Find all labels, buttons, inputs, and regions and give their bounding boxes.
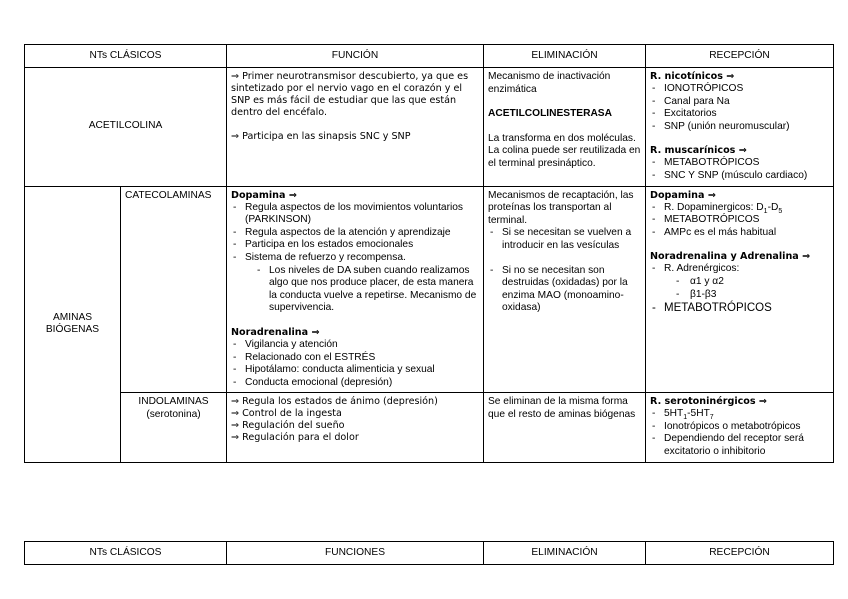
catecolaminas-eliminacion	[484, 186, 646, 393]
indolaminas-name	[121, 393, 227, 462]
list-item: - IONOTRÓPICOS	[650, 83, 829, 96]
list-item: - Canal para Na	[650, 96, 829, 109]
list-item: - Relacionado con el ESTRÉS	[231, 352, 479, 365]
list-item: - Vigilancia y atención	[231, 339, 479, 352]
row-acetilcolina	[25, 68, 834, 187]
list-item: - METABOTRÓPICOS	[650, 157, 829, 170]
acetilcolina-elim-enzyme: ACETILCOLINESTERASA	[488, 108, 612, 120]
second-table-header	[24, 541, 834, 565]
indolaminas-funcion-4: ⇒ Regulación para el dolor	[231, 432, 359, 444]
list-item: - Regula aspectos de los movimientos voluntarios (PARKINSON)	[231, 202, 479, 227]
list-item: - METABOTRÓPICOS	[650, 301, 829, 315]
list-item: - Si no se necesitan son destruidas (oxidadas) por la enzima MAO (monoamino-oxidasa)	[488, 265, 641, 315]
indolaminas-eliminacion: Se eliminan de la misma forma que el resto de aminas biógenas	[484, 393, 646, 462]
header-nts: NTs CLÁSICOS	[25, 45, 227, 68]
header-recepcion: RECEPCIÓN	[646, 45, 834, 68]
list-item: - SNC Y SNP (músculo cardiaco)	[650, 170, 829, 183]
catecolaminas-funcion	[227, 186, 484, 393]
list-item: - Si se necesitan se vuelven a introducir en las vesículas	[488, 227, 641, 252]
serotoninergicos-list	[650, 408, 829, 458]
list-item: - α1 y α2	[650, 276, 829, 289]
indolaminas-funcion-1: ⇒ Regula los estados de ánimo (depresión)	[231, 396, 438, 408]
list-item: - β1-β3	[650, 289, 829, 302]
dopamina-sublist	[231, 265, 479, 315]
acetilcolina-funcion-1: ⇒ Primer neurotransmisor descubierto, ya que es sintetizado por el nervio vago en el corazón y el SNP es más fácil de estudiar que las que están dentro del encéfalo.	[231, 71, 469, 118]
catecolaminas-elim-list	[488, 227, 641, 252]
header-funcion: FUNCIÓN	[227, 45, 484, 68]
acetilcolina-elim-detail: La transforma en dos moléculas. La colina puede ser reutilizada en el terminal presináptico.	[488, 132, 641, 169]
header-eliminacion: ELIMINACIÓN	[484, 45, 646, 68]
header-row	[25, 542, 834, 565]
acetilcolina-name: ACETILCOLINA	[25, 68, 227, 187]
muscarinicos-title: R. muscarínicos ⇒	[650, 145, 747, 157]
acetilcolina-elim-intro: Mecanismo de inactivación enzimática	[488, 71, 611, 95]
list-item: - Dependiendo del receptor será excitatorio o inhibitorio	[650, 433, 829, 458]
row-indolaminas	[25, 393, 834, 462]
list-item: - Los niveles de DA suben cuando realizamos algo que nos produce placer, de esta manera la conducta vuelve a repetirse. Mecanismo de supervivencia.	[231, 265, 479, 315]
indolaminas-sublabel: (serotonina)	[146, 408, 201, 420]
catecolaminas-name: CATECOLAMINAS	[121, 186, 227, 393]
serotoninergicos-title: R. serotoninérgicos ⇒	[650, 396, 767, 408]
list-item: - Sistema de refuerzo y recompensa.	[231, 252, 479, 265]
nicotinicos-title: R. nicotínicos ⇒	[650, 71, 735, 82]
list-item: - Regula aspectos de la atención y aprendizaje	[231, 227, 479, 240]
list-item: - Ionotrópicos o metabotrópicos	[650, 421, 829, 434]
catecolaminas-elim-intro: Mecanismos de recaptación, las proteínas los transportan al terminal.	[488, 189, 634, 226]
list-item: - Hipotálamo: conducta alimenticia y sexual	[231, 364, 479, 377]
acetilcolina-eliminacion	[484, 68, 646, 187]
list-item: - Participa en los estados emocionales	[231, 239, 479, 252]
list-item: - Excitatorios	[650, 108, 829, 121]
rec-dopamina-list	[650, 202, 829, 240]
list-item: - R. Adrenérgicos:	[650, 263, 829, 276]
noradrenalina-list	[231, 339, 479, 389]
rec-noradrenalina-title: Noradrenalina y Adrenalina ⇒	[650, 251, 811, 263]
indolaminas-funcion-2: ⇒ Control de la ingesta	[231, 408, 342, 420]
row-catecolaminas	[25, 186, 834, 393]
rec-noradrenalina-meta	[650, 301, 829, 315]
indolaminas-recepcion	[646, 393, 834, 462]
indolaminas-funcion-3: ⇒ Regulación del sueño	[231, 420, 345, 432]
list-item: - R. Dopaminergicos: $D_1-D_5$	[650, 202, 829, 215]
neurotransmitters-table	[24, 44, 834, 463]
list-item: - Conducta emocional (depresión)	[231, 377, 479, 390]
muscarinicos-list	[650, 157, 829, 182]
header-nts: NTs CLÁSICOS	[25, 542, 227, 565]
catecolaminas-elim-list-2	[488, 265, 641, 315]
rec-noradrenalina-sublist	[650, 276, 829, 301]
indolaminas-label: INDOLAMINAS	[138, 396, 209, 408]
list-item: - $5HT_1-5HT_7$	[650, 408, 829, 421]
acetilcolina-recepcion	[646, 68, 834, 187]
catecolaminas-recepcion	[646, 186, 834, 393]
rec-dopamina-title: Dopamina ⇒	[650, 189, 716, 201]
nicotinicos-list	[650, 83, 829, 133]
header-recepcion: RECEPCIÓN	[646, 542, 834, 565]
dopamina-list	[231, 202, 479, 265]
list-item: - SNP (unión neuromuscular)	[650, 121, 829, 134]
dopamina-title: Dopamina ⇒	[231, 189, 297, 201]
header-eliminacion: ELIMINACIÓN	[484, 542, 646, 565]
indolaminas-funcion	[227, 393, 484, 462]
header-funciones: FUNCIONES	[227, 542, 484, 565]
rec-noradrenalina-list	[650, 263, 829, 276]
header-row	[25, 45, 834, 68]
acetilcolina-funcion-2: ⇒ Participa en las sinapsis SNC y SNP	[231, 131, 411, 142]
aminas-name: AMINAS BIÓGENAS	[25, 186, 121, 462]
acetilcolina-funcion	[227, 68, 484, 187]
list-item: - AMPc es el más habitual	[650, 227, 829, 240]
noradrenalina-title: Noradrenalina ⇒	[231, 326, 320, 338]
list-item: - METABOTRÓPICOS	[650, 214, 829, 227]
